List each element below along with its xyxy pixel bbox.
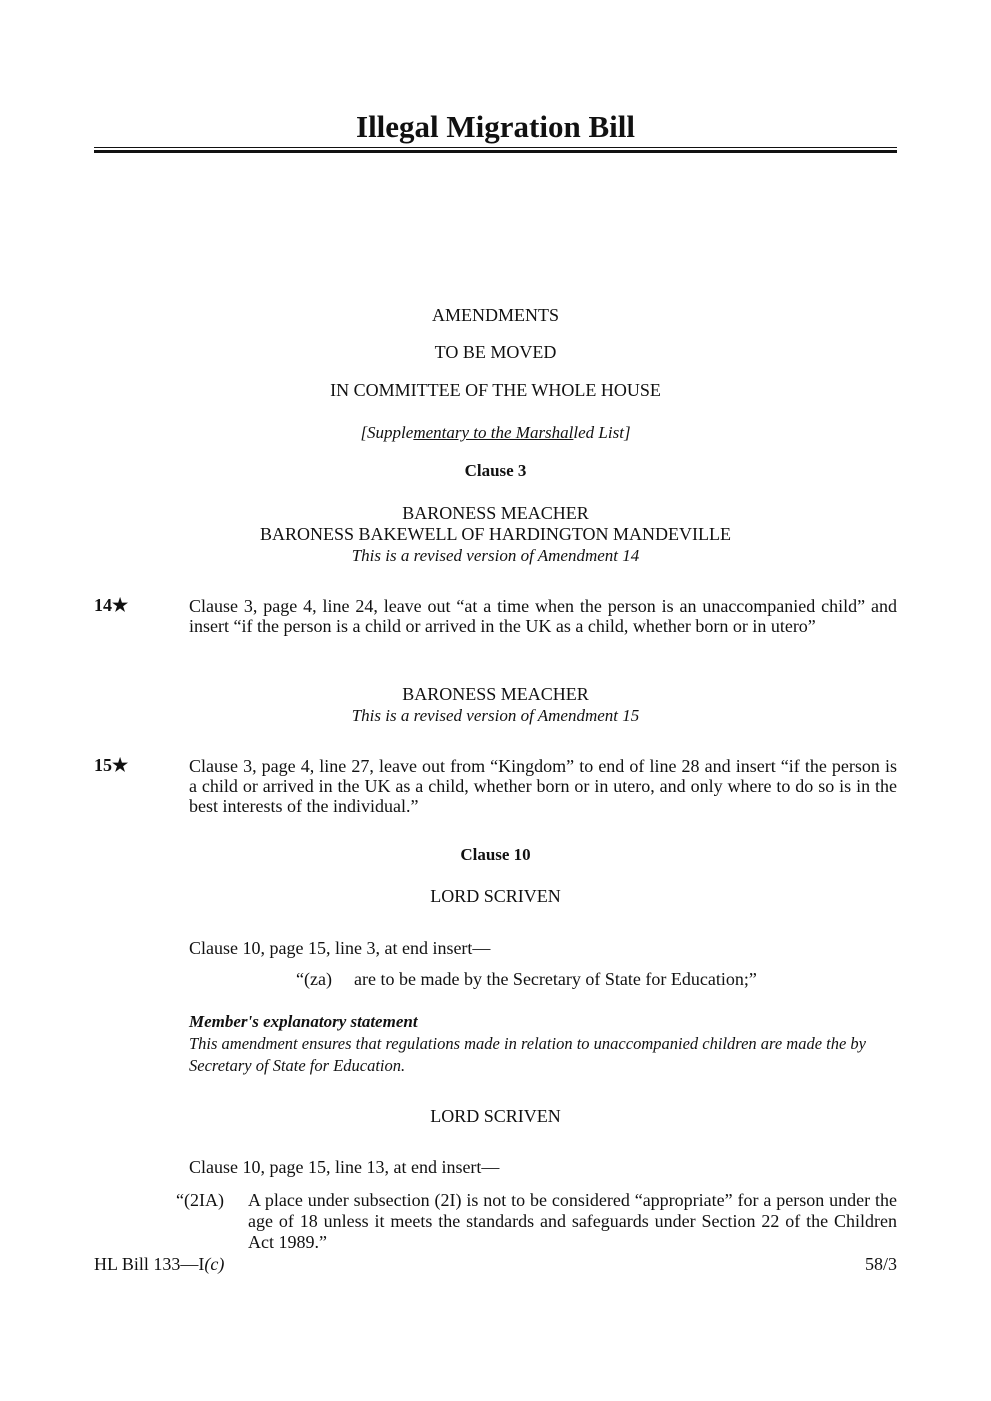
explanatory-statement-heading: Member's explanatory statement bbox=[189, 1012, 418, 1031]
supplementary-note bbox=[94, 422, 897, 443]
insert-text: A place under subsection (2I) is not to be considered “appropriate” for a person under the age of 18 unless it meets the standards and safeguards under Section 22 of the Children Act 1989.” bbox=[248, 1190, 897, 1252]
bill-ref-suffix: (c) bbox=[204, 1254, 225, 1274]
clause-heading: Clause 10 bbox=[460, 845, 531, 864]
insert-text: are to be made by the Secretary of State for Education;” bbox=[354, 969, 757, 989]
footer-bill-reference bbox=[94, 1254, 224, 1275]
revision-note: This is a revised version of Amendment 15 bbox=[351, 706, 640, 725]
supplementary-suffix: led List] bbox=[573, 423, 631, 442]
amendment-text: Clause 10, page 15, line 3, at end insert— bbox=[189, 938, 491, 958]
title-rule-thin bbox=[94, 147, 897, 148]
member-name: BARONESS MEACHER bbox=[402, 503, 589, 523]
member-name: LORD SCRIVEN bbox=[430, 1106, 561, 1126]
amendment-text: Clause 10, page 15, line 13, at end insert— bbox=[189, 1157, 500, 1177]
insert-label: “(2IA) bbox=[176, 1190, 224, 1210]
bill-ref: HL Bill 133—I bbox=[94, 1254, 205, 1274]
amendment-number: 15★ bbox=[94, 755, 129, 775]
title-rule-thick bbox=[94, 150, 897, 153]
footer-page-reference: 58/3 bbox=[864, 1254, 897, 1274]
clause-heading: Clause 3 bbox=[464, 461, 527, 480]
amendment-text: Clause 3, page 4, line 24, leave out “at a time when the person is an unaccompanied child” and insert “if the person is a child or arrived in the UK as a child, whether born or in utero” bbox=[189, 596, 897, 636]
member-name: BARONESS MEACHER bbox=[402, 684, 589, 704]
supplementary-prefix: [Supple bbox=[360, 423, 414, 442]
amendment-number: 14★ bbox=[94, 595, 129, 615]
member-name: BARONESS BAKEWELL OF HARDINGTON MANDEVILLE bbox=[260, 524, 731, 544]
explanatory-statement-text: This amendment ensures that regulations made in relation to unaccompanied children are made the by Secretary of State for Education. bbox=[189, 1034, 867, 1075]
member-name: LORD SCRIVEN bbox=[430, 886, 561, 906]
insert-label: “(za) bbox=[296, 969, 332, 989]
heading-to-be-moved: TO BE MOVED bbox=[434, 342, 557, 362]
heading-amendments: AMENDMENTS bbox=[431, 305, 559, 325]
supplementary-underlined: mentary to the Marshal bbox=[413, 423, 574, 442]
document-title: Illegal Migration Bill bbox=[356, 109, 635, 144]
amendment-text: Clause 3, page 4, line 27, leave out from “Kingdom” to end of line 28 and insert “if the person is a child or arrived in the UK as a child, whether born or in utero, and only where to do so is in the best interests of the individual.” bbox=[189, 756, 897, 816]
heading-committee: IN COMMITTEE OF THE WHOLE HOUSE bbox=[330, 380, 661, 400]
revision-note: This is a revised version of Amendment 14 bbox=[351, 546, 640, 565]
